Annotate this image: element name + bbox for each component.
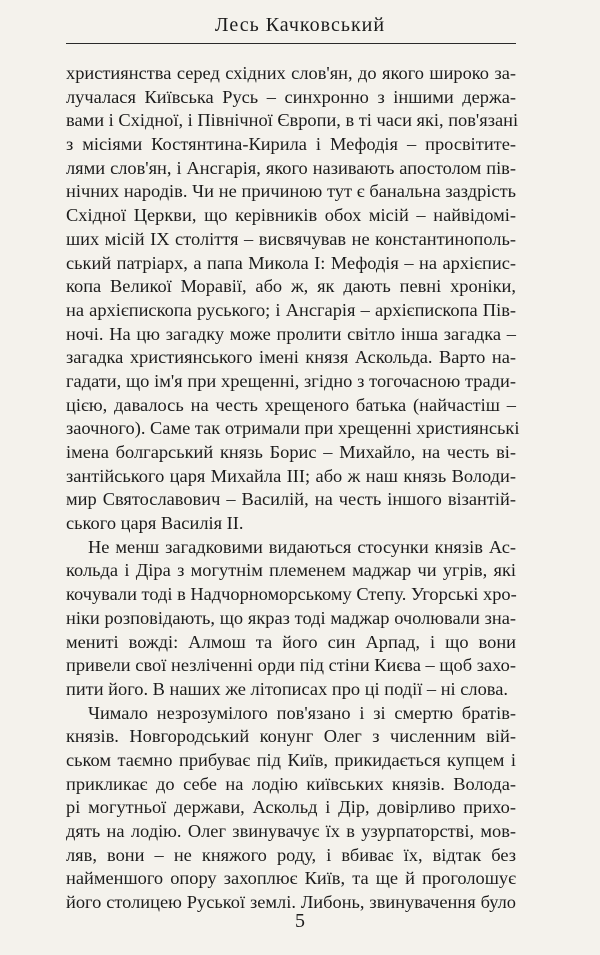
text-line: ночі. На цю загадку може пролити світло інша загадка – (66, 323, 516, 344)
text-line: ших місій IX століття – висвячував не константинополь- (66, 228, 516, 249)
text-line: ніки розповідають, що якраз тоді маджар очолювали зна- (66, 607, 516, 628)
text-line: мениті вожді: Алмош та його син Арпад, і що вони (66, 631, 516, 652)
header-rule (66, 43, 516, 44)
text-line: дять на лодію. Олег звинувачує їх в узурпаторстві, мов- (66, 821, 516, 841)
text-line: Чимало незрозумілого пов'язано і зі смертю братів- (88, 702, 516, 723)
text-line: лучалася Київська Русь – синхронно з іншими держа- (66, 86, 516, 107)
text-line: гадати, що ім'я при хрещенні, згідно з тогочасною тради- (66, 370, 516, 391)
text-line: копа Великої Моравії, або ж, як дають певні хроніки, (66, 276, 516, 297)
text-line: привели свої незліченні орди під стіни Києва – щоб захо- (66, 655, 516, 676)
text-line: ського царя Василія II. (66, 513, 244, 534)
text-line: прикликає до себе на лодію київських князів. Волода- (66, 773, 516, 794)
text-line: загадка християнського імені князя Аскольда. Варто на- (66, 347, 516, 368)
text-line: заочного). Саме так отримали при хрещенні християнські (66, 418, 520, 439)
text-line: ський патріарх, а папа Микола І: Мефодія – на архієпис- (66, 252, 516, 273)
text-line: нічних народів. Чи не причиною тут є банальна заздрість (66, 181, 516, 202)
text-line: з місіями Костянтина-Кирила і Мефодія – просвітите- (66, 134, 516, 155)
text-line: на архієпископа руського; і Ансгарія – архієпископа Пів- (66, 299, 516, 320)
text-line: Не менш загадковими видаються стосунки князів Ас- (88, 536, 516, 557)
text-line: зантійського царя Михайла III; або ж наш князь Володи- (66, 465, 516, 486)
text-line: вами і Східної, і Північної Європи, в ті часи які, пов'язані (66, 110, 519, 131)
text-line: кольда і Діра з могутнім племенем маджар чи угрів, які (66, 560, 516, 581)
text-line: ляв, вони – не княжого роду, і вбиває їх, відтак без (66, 844, 516, 865)
text-line: кочували тоді в Надчорноморському Степу. Угорські хро- (66, 584, 517, 605)
text-line: його столицею Руської землі. Либонь, звинувачення було (66, 892, 516, 913)
text-line: мир Святославович – Василій, на честь іншого візантій- (66, 489, 516, 510)
text-line: найменшого опору захоплює Київ, та ще й проголошує (66, 868, 516, 889)
text-line: князів. Новгородський конунг Олег з численним вій- (66, 726, 516, 747)
running-header: Лесь Качковський (214, 14, 386, 36)
text-line: імена болгарський князь Борис – Михайло, на честь ві- (66, 442, 516, 462)
text-line: ськом таємно прибуває під Київ, прикидається купцем і (66, 749, 516, 770)
text-line: Східної Церкви, що керівників обох місій – найвідомі- (66, 205, 516, 226)
text-line: християнства серед східних слов'ян, до якого широко за- (66, 63, 516, 83)
page-number: 5 (295, 910, 305, 932)
text-line: цією, давалось на честь хрещеного батька (найчастіш – (66, 394, 516, 415)
text-line: рі могутньої держави, Аскольд і Дір, довірливо прихо- (66, 797, 516, 818)
text-line: пити його. В наших же літописах про ці події – ні слова. (66, 678, 509, 699)
text-line: лями слов'ян, і Ансгарія, якого називають апостолом пів- (66, 157, 516, 178)
body-text (66, 62, 520, 915)
